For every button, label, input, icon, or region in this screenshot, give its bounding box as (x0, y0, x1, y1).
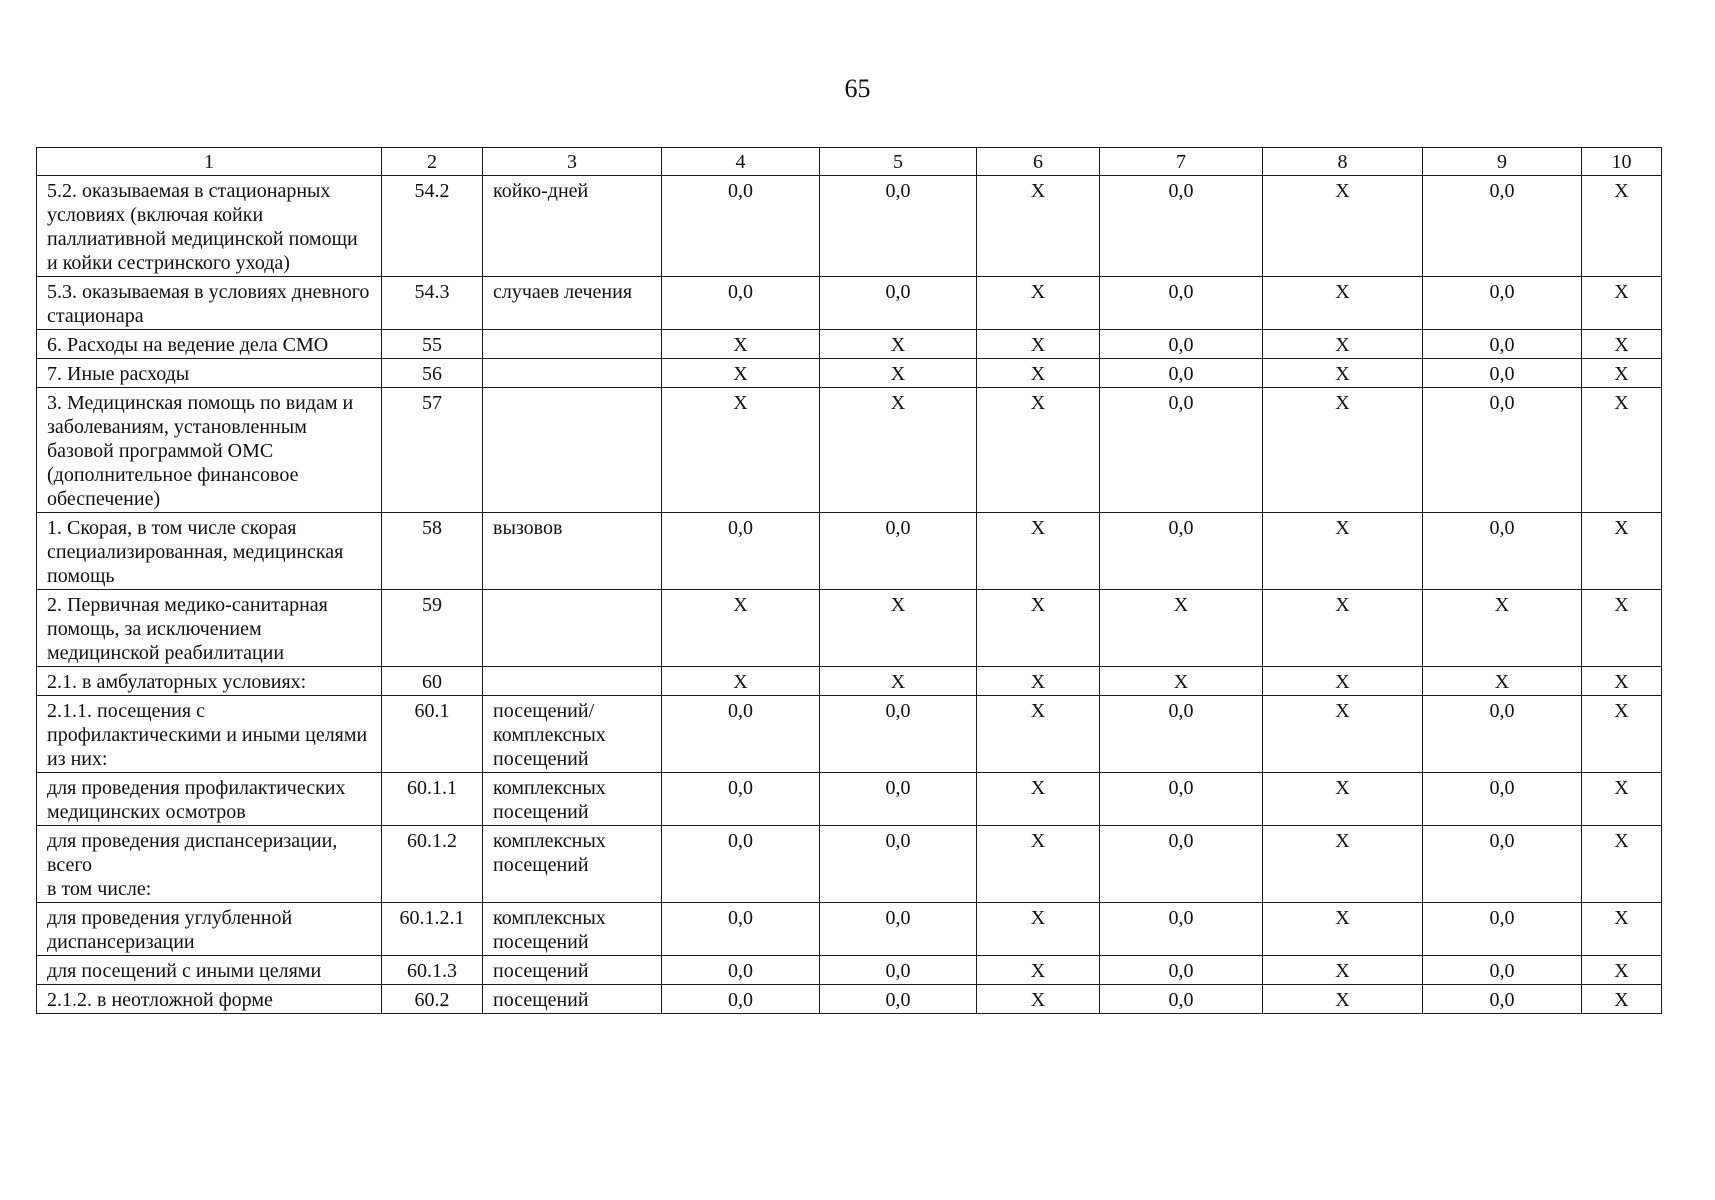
col6-cell: X (977, 773, 1100, 826)
table-row (37, 985, 1662, 1014)
col7-cell: 0,0 (1100, 903, 1263, 956)
col10-cell: X (1582, 826, 1662, 903)
column-header-6: 6 (977, 148, 1100, 176)
table-row (37, 590, 1662, 667)
row-name-cell: 2.1.1. посещения с профилактическими и иными целями из них: (37, 696, 382, 773)
col6-cell: X (977, 388, 1100, 513)
col10-cell: X (1582, 985, 1662, 1014)
row-unit-cell (483, 590, 662, 667)
col9-cell: 0,0 (1423, 956, 1582, 985)
row-code-cell: 60.1.3 (382, 956, 483, 985)
col9-cell: 0,0 (1423, 826, 1582, 903)
col9-cell: 0,0 (1423, 359, 1582, 388)
row-code-cell: 60.1.2.1 (382, 903, 483, 956)
row-unit-cell (483, 388, 662, 513)
col6-cell: X (977, 826, 1100, 903)
row-unit-cell: посещений (483, 985, 662, 1014)
row-code-cell: 54.3 (382, 277, 483, 330)
col9-cell: 0,0 (1423, 903, 1582, 956)
col5-cell: 0,0 (820, 773, 977, 826)
row-code-cell: 60.1 (382, 696, 483, 773)
row-name-cell: 1. Скорая, в том числе скорая специализированная, медицинская помощь (37, 513, 382, 590)
col6-cell: X (977, 903, 1100, 956)
header-row (37, 148, 1662, 176)
col6-cell: X (977, 277, 1100, 330)
col7-cell: 0,0 (1100, 696, 1263, 773)
row-name-cell: для посещений с иными целями (37, 956, 382, 985)
column-header-3: 3 (483, 148, 662, 176)
table-row (37, 277, 1662, 330)
col7-cell: 0,0 (1100, 826, 1263, 903)
col6-cell: X (977, 590, 1100, 667)
row-code-cell: 58 (382, 513, 483, 590)
col8-cell: X (1263, 330, 1423, 359)
col10-cell: X (1582, 696, 1662, 773)
col9-cell: 0,0 (1423, 277, 1582, 330)
col5-cell: 0,0 (820, 956, 977, 985)
row-unit-cell: койко-дней (483, 176, 662, 277)
col9-cell: 0,0 (1423, 773, 1582, 826)
col8-cell: X (1263, 176, 1423, 277)
col5-cell: X (820, 330, 977, 359)
col4-cell: 0,0 (662, 985, 820, 1014)
column-header-9: 9 (1423, 148, 1582, 176)
col6-cell: X (977, 330, 1100, 359)
row-unit-cell (483, 667, 662, 696)
row-code-cell: 55 (382, 330, 483, 359)
col4-cell: X (662, 667, 820, 696)
col7-cell: 0,0 (1100, 985, 1263, 1014)
column-header-7: 7 (1100, 148, 1263, 176)
column-header-4: 4 (662, 148, 820, 176)
column-header-8: 8 (1263, 148, 1423, 176)
table-row (37, 359, 1662, 388)
col10-cell: X (1582, 330, 1662, 359)
col7-cell: 0,0 (1100, 388, 1263, 513)
table-row (37, 826, 1662, 903)
col7-cell: 0,0 (1100, 277, 1263, 330)
report-table (36, 147, 1662, 1014)
col6-cell: X (977, 696, 1100, 773)
row-name-cell: для проведения диспансеризации, всего в том числе: (37, 826, 382, 903)
col4-cell: X (662, 590, 820, 667)
col8-cell: X (1263, 956, 1423, 985)
row-code-cell: 59 (382, 590, 483, 667)
col5-cell: 0,0 (820, 513, 977, 590)
col8-cell: X (1263, 388, 1423, 513)
col9-cell: 0,0 (1423, 513, 1582, 590)
col6-cell: X (977, 956, 1100, 985)
row-name-cell: 5.2. оказываемая в стационарных условиях (включая койки паллиативной медицинской помощи и койки сестринского ухода) (37, 176, 382, 277)
row-name-cell: 7. Иные расходы (37, 359, 382, 388)
row-name-cell: 6. Расходы на ведение дела СМО (37, 330, 382, 359)
col4-cell: X (662, 330, 820, 359)
row-unit-cell (483, 359, 662, 388)
column-header-5: 5 (820, 148, 977, 176)
table-row (37, 330, 1662, 359)
col4-cell: 0,0 (662, 277, 820, 330)
table-row (37, 956, 1662, 985)
col6-cell: X (977, 176, 1100, 277)
col8-cell: X (1263, 513, 1423, 590)
col8-cell: X (1263, 359, 1423, 388)
col8-cell: X (1263, 826, 1423, 903)
col7-cell: X (1100, 667, 1263, 696)
col5-cell: X (820, 590, 977, 667)
col4-cell: X (662, 359, 820, 388)
col6-cell: X (977, 513, 1100, 590)
col9-cell: 0,0 (1423, 985, 1582, 1014)
row-unit-cell (483, 330, 662, 359)
row-name-cell: 2. Первичная медико-санитарная помощь, за исключением медицинской реабилитации (37, 590, 382, 667)
col7-cell: 0,0 (1100, 956, 1263, 985)
col4-cell: 0,0 (662, 773, 820, 826)
row-unit-cell: комплексных посещений (483, 826, 662, 903)
col10-cell: X (1582, 773, 1662, 826)
table-row (37, 903, 1662, 956)
col8-cell: X (1263, 277, 1423, 330)
col7-cell: 0,0 (1100, 773, 1263, 826)
row-code-cell: 60.2 (382, 985, 483, 1014)
col7-cell: 0,0 (1100, 513, 1263, 590)
col9-cell: 0,0 (1423, 330, 1582, 359)
col8-cell: X (1263, 903, 1423, 956)
col10-cell: X (1582, 956, 1662, 985)
row-name-cell: для проведения углубленной диспансеризации (37, 903, 382, 956)
row-code-cell: 56 (382, 359, 483, 388)
col5-cell: 0,0 (820, 277, 977, 330)
col9-cell: 0,0 (1423, 696, 1582, 773)
col8-cell: X (1263, 590, 1423, 667)
col5-cell: 0,0 (820, 696, 977, 773)
column-header-10: 10 (1582, 148, 1662, 176)
col10-cell: X (1582, 513, 1662, 590)
table-header (37, 148, 1662, 176)
col10-cell: X (1582, 388, 1662, 513)
table-row (37, 773, 1662, 826)
row-unit-cell: посещений (483, 956, 662, 985)
col8-cell: X (1263, 696, 1423, 773)
col10-cell: X (1582, 590, 1662, 667)
table-row (37, 667, 1662, 696)
column-header-2: 2 (382, 148, 483, 176)
col4-cell: 0,0 (662, 176, 820, 277)
col10-cell: X (1582, 277, 1662, 330)
col9-cell: 0,0 (1423, 388, 1582, 513)
table-row (37, 513, 1662, 590)
col5-cell: X (820, 667, 977, 696)
col10-cell: X (1582, 903, 1662, 956)
page-number: 65 (844, 74, 871, 103)
col6-cell: X (977, 359, 1100, 388)
row-code-cell: 57 (382, 388, 483, 513)
col7-cell: 0,0 (1100, 359, 1263, 388)
col6-cell: X (977, 985, 1100, 1014)
col10-cell: X (1582, 667, 1662, 696)
row-unit-cell: комплексных посещений (483, 903, 662, 956)
row-unit-cell: комплексных посещений (483, 773, 662, 826)
col7-cell: 0,0 (1100, 330, 1263, 359)
row-code-cell: 54.2 (382, 176, 483, 277)
col10-cell: X (1582, 176, 1662, 277)
row-name-cell: 2.1.2. в неотложной форме (37, 985, 382, 1014)
col5-cell: 0,0 (820, 903, 977, 956)
col8-cell: X (1263, 667, 1423, 696)
col9-cell: 0,0 (1423, 176, 1582, 277)
col5-cell: 0,0 (820, 985, 977, 1014)
row-name-cell: для проведения профилактических медицинских осмотров (37, 773, 382, 826)
col9-cell: X (1423, 667, 1582, 696)
row-name-cell: 5.3. оказываемая в условиях дневного стационара (37, 277, 382, 330)
col4-cell: 0,0 (662, 696, 820, 773)
table-row (37, 388, 1662, 513)
row-code-cell: 60 (382, 667, 483, 696)
row-code-cell: 60.1.2 (382, 826, 483, 903)
table-row (37, 176, 1662, 277)
table-row (37, 696, 1662, 773)
row-name-cell: 3. Медицинская помощь по видам и заболеваниям, установленным базовой программой ОМС (дополнительное финансовое обеспечение) (37, 388, 382, 513)
col5-cell: 0,0 (820, 826, 977, 903)
row-unit-cell: случаев лечения (483, 277, 662, 330)
col4-cell: X (662, 388, 820, 513)
col7-cell: 0,0 (1100, 176, 1263, 277)
row-unit-cell: вызовов (483, 513, 662, 590)
col8-cell: X (1263, 985, 1423, 1014)
row-code-cell: 60.1.1 (382, 773, 483, 826)
table-body (37, 176, 1662, 1014)
col5-cell: X (820, 388, 977, 513)
row-name-cell: 2.1. в амбулаторных условиях: (37, 667, 382, 696)
col5-cell: 0,0 (820, 176, 977, 277)
col4-cell: 0,0 (662, 956, 820, 985)
col4-cell: 0,0 (662, 513, 820, 590)
col9-cell: X (1423, 590, 1582, 667)
col4-cell: 0,0 (662, 826, 820, 903)
col7-cell: X (1100, 590, 1263, 667)
col6-cell: X (977, 667, 1100, 696)
col5-cell: X (820, 359, 977, 388)
column-header-1: 1 (37, 148, 382, 176)
col8-cell: X (1263, 773, 1423, 826)
col10-cell: X (1582, 359, 1662, 388)
row-unit-cell: посещений/ комплексных посещений (483, 696, 662, 773)
col4-cell: 0,0 (662, 903, 820, 956)
